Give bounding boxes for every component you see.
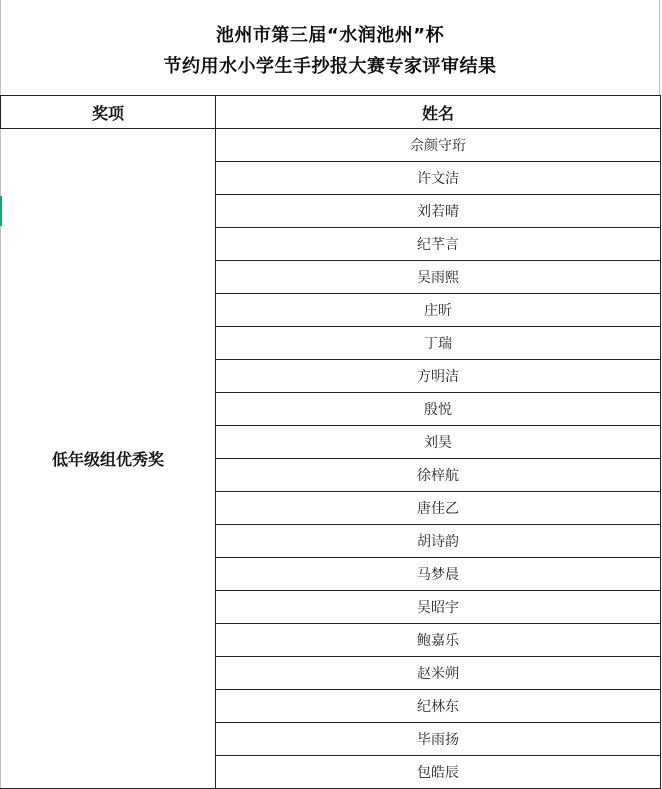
name-cell[interactable]: 刘若晴	[216, 195, 661, 228]
column-header-name[interactable]: 姓名	[216, 96, 661, 129]
name-cell[interactable]: 毕雨扬	[216, 723, 661, 756]
name-cell[interactable]: 吴雨熙	[216, 261, 661, 294]
name-cell[interactable]: 赵米朔	[216, 657, 661, 690]
selection-edge-marker	[0, 196, 2, 226]
award-cell[interactable]: 低年级组优秀奖	[1, 129, 216, 789]
name-cell[interactable]: 方明洁	[216, 360, 661, 393]
name-cell[interactable]: 包皓辰	[216, 756, 661, 789]
name-cell[interactable]: 纪芊言	[216, 228, 661, 261]
header-row	[1, 96, 661, 129]
name-cell[interactable]: 刘昊	[216, 426, 661, 459]
title-block	[0, 0, 660, 95]
name-cell[interactable]: 吴昭宇	[216, 591, 661, 624]
name-cell[interactable]: 佘颜守珩	[216, 129, 661, 162]
name-cell[interactable]: 庄昕	[216, 294, 661, 327]
name-cell[interactable]: 丁瑞	[216, 327, 661, 360]
name-cell[interactable]: 纪林东	[216, 690, 661, 723]
column-header-award[interactable]: 奖项	[1, 96, 216, 129]
name-cell[interactable]: 徐梓航	[216, 459, 661, 492]
name-cell[interactable]: 殷悦	[216, 393, 661, 426]
name-cell[interactable]: 许文洁	[216, 162, 661, 195]
name-cell[interactable]: 马梦晨	[216, 558, 661, 591]
results-table	[0, 95, 661, 789]
page-title-line-2: 节约用水小学生手抄报大赛专家评审结果	[163, 56, 497, 77]
table-body	[1, 129, 661, 789]
name-cell[interactable]: 鲍嘉乐	[216, 624, 661, 657]
name-cell[interactable]: 胡诗韵	[216, 525, 661, 558]
table-row	[1, 129, 661, 162]
page-title-line-1: 池州市第三届“水润池州”杯	[215, 25, 445, 46]
name-cell[interactable]: 唐佳乙	[216, 492, 661, 525]
